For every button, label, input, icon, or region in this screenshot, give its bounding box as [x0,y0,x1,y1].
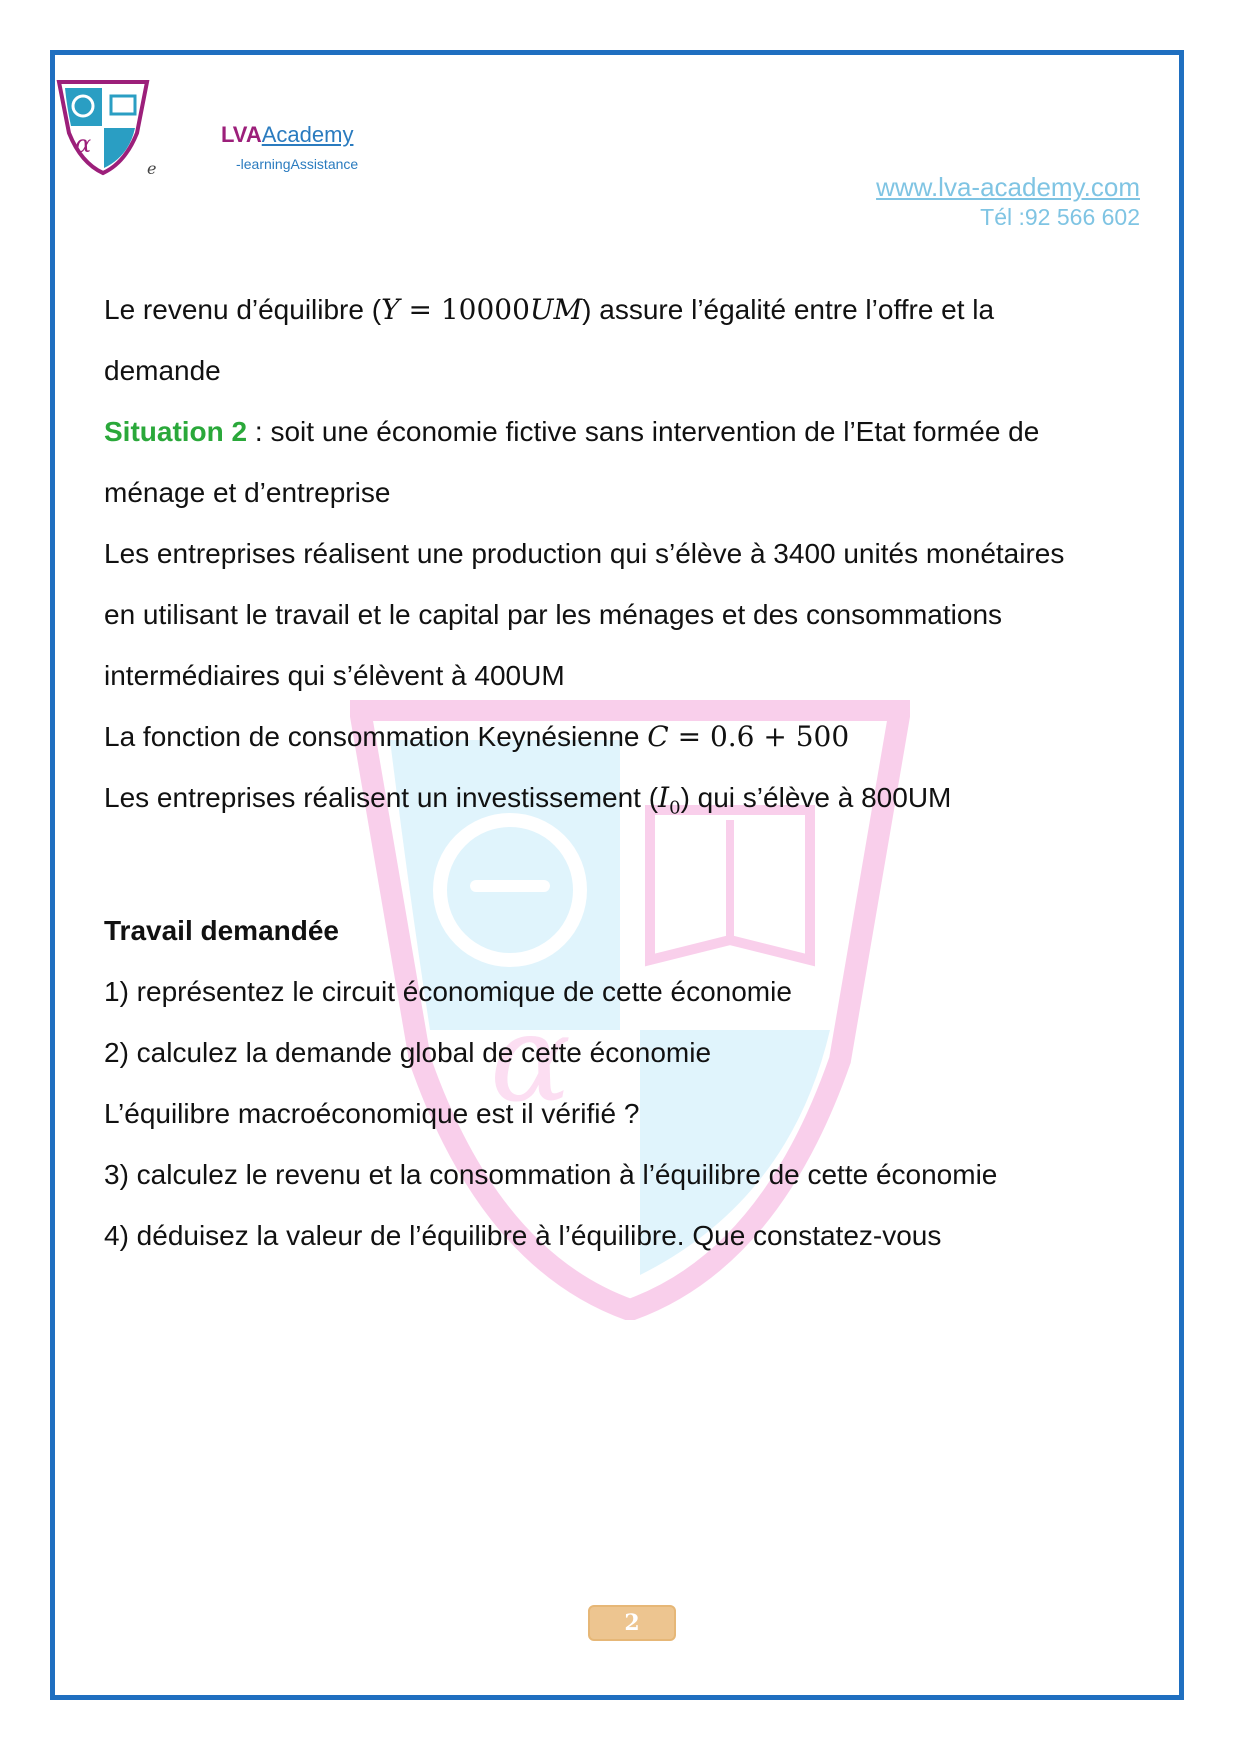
spacer [104,839,1164,900]
svg-text:e: e [147,159,157,178]
svg-text:α: α [75,130,92,158]
text-line: Les entreprises réalisent une production qui s’élève à 3400 unités monétaires [104,538,1065,569]
lva-academy-logo [55,78,175,178]
paragraph-equilibrium [104,279,1164,340]
section-heading: Travail demandée [104,914,340,946]
text-line: La fonction de consommation Keynésienne [104,721,648,752]
text-line: ménage et d’entreprise [104,477,391,508]
question-item: 3) calculez le revenu et la consommation à l’équilibre de cette économie [104,1158,998,1190]
math-expression: C = 0.6 + 500 [647,720,850,753]
question-item: 4) déduisez la valeur de l’équilibre à l’équilibre. Que constatez-vous [104,1219,942,1251]
document-body [104,279,1164,1266]
brand-academy: Academy [261,122,354,147]
text-line: intermédiaires qui s’élèvent à 400UM [104,660,565,691]
math-expression: $I_0$ [658,781,681,819]
svg-text:α: α [490,990,572,1129]
text-line: : soit une économie fictive sans intervention de l’Etat formée de [247,416,1040,447]
text-line: Les entreprises réalisent un investissement ( [104,782,659,813]
paragraph-consumption-function [104,706,1164,767]
brand-name [221,122,353,148]
question-item: L’équilibre macroéconomique est il vérifié ? [104,1097,640,1129]
phone-number: Tél :92 566 602 [980,204,1140,230]
text-line: Le revenu d’équilibre ( [104,294,382,325]
question-item: 1) représentez le circuit économique de cette économie [104,975,792,1007]
situation-label: Situation 2 [104,416,248,447]
paragraph-investment [104,767,1164,839]
brand-tagline: -learningAssistance [236,156,359,172]
text-line: ) assure l’égalité entre l’offre et la [582,294,995,325]
page-number-badge: 2 [588,1605,676,1641]
website-link[interactable]: www.lva-academy.com [876,172,1140,202]
math-expression: Y = 10000UM [381,293,583,326]
paragraph-situation [104,401,1164,462]
contact-block [876,172,1140,232]
text-line: en utilisant le travail et le capital par les ménages et des consommations [104,599,1003,630]
text-line: ) qui s’élève à 800UM [680,782,952,813]
question-item: 2) calculez la demande global de cette économie [104,1036,712,1068]
text-line: demande [104,355,221,386]
brand-lva: LVA [221,122,262,147]
